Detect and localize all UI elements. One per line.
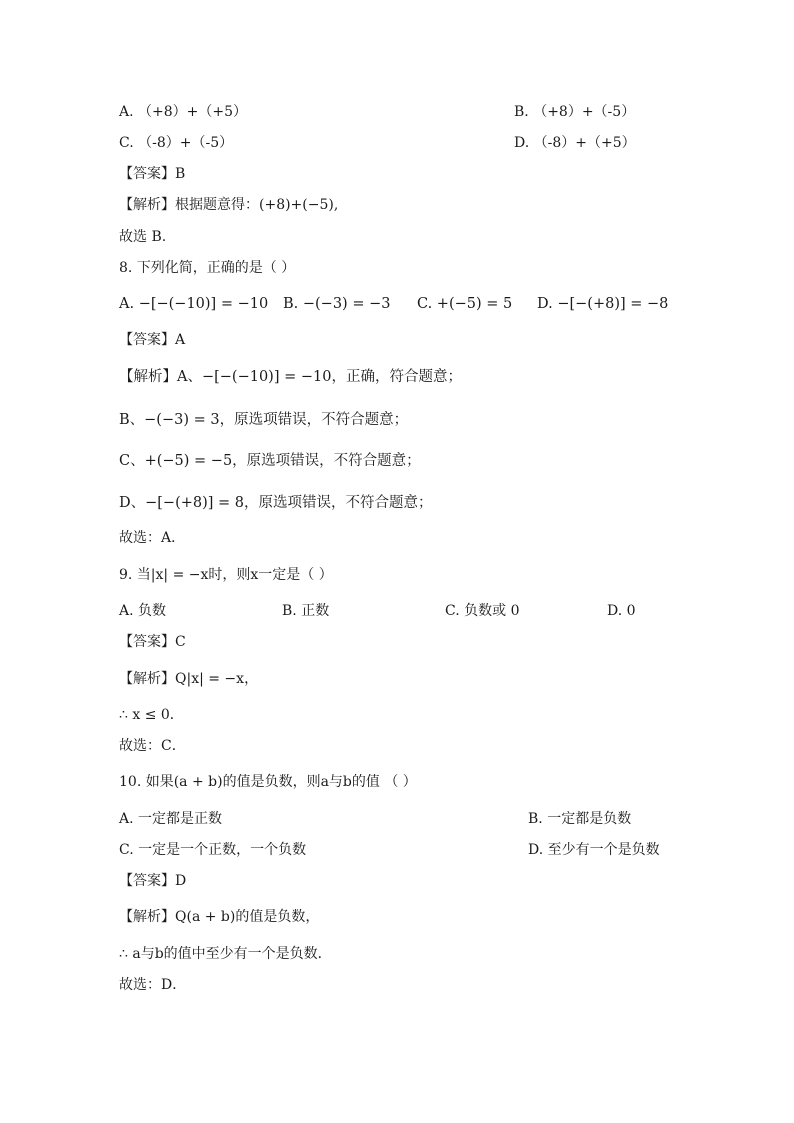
q8-stem: 8. 下列化简，正确的是（ ） xyxy=(119,260,296,276)
q8-option-d: D. −[−(+8)] = −8 xyxy=(537,296,669,312)
q10-conclusion: 故选：D． xyxy=(119,977,187,993)
q8-option-b: B. −(−3) = −3 xyxy=(283,296,391,312)
q10-option-c: C. 一定是一个正数，一个负数 xyxy=(119,842,307,858)
q10-stem: 10. 如果(a + b)的值是负数，则a与b的值 （ ） xyxy=(119,774,417,790)
q7-answer: 【答案】B xyxy=(119,166,186,182)
q7-analysis: 【解析】根据题意得：(+8)+(−5), xyxy=(119,197,339,213)
q9-option-b: B. 正数 xyxy=(282,603,330,619)
q10-option-a: A. 一定都是正数 xyxy=(119,811,223,827)
q10-option-d: D. 至少有一个是负数 xyxy=(528,842,660,858)
q8-analysis-c: C、+(−5) = −5，原选项错误，不符合题意； xyxy=(119,453,421,469)
q9-conclusion: 故选：C． xyxy=(119,738,186,754)
q7-option-c: C. （-8）+（-5） xyxy=(119,135,234,151)
q8-option-c: C. +(−5) = 5 xyxy=(417,296,513,312)
q8-answer: 【答案】A xyxy=(119,332,186,348)
q7-option-b: B. （+8）+（-5） xyxy=(514,104,636,120)
q9-analysis: 【解析】Q|x| = −x， xyxy=(119,671,259,687)
q7-option-d: D. （-8）+（+5） xyxy=(514,135,636,151)
q10-step: ∴ a与b的值中至少有一个是负数． xyxy=(119,946,332,962)
q8-analysis-d: D、−[−(+8)] = 8，原选项错误，不符合题意； xyxy=(119,495,433,511)
q10-answer: 【答案】D xyxy=(119,873,187,889)
q9-option-c: C. 负数或 0 xyxy=(445,603,520,619)
q8-option-a: A. −[−(−10)] = −10 xyxy=(119,296,269,312)
q8-analysis-b: B、−(−3) = 3，原选项错误，不符合题意； xyxy=(119,412,409,428)
q8-conclusion: 故选：A． xyxy=(119,530,186,546)
q9-answer: 【答案】C xyxy=(119,634,186,650)
q8-analysis-a: 【解析】A、−[−(−10)] = −10，正确，符合题意； xyxy=(119,369,462,385)
q9-step: ∴ x ≤ 0． xyxy=(119,707,184,723)
q9-stem: 9. 当|x| = −x时，则x一定是（ ） xyxy=(119,567,333,583)
q7-conclusion: 故选 B. xyxy=(119,229,167,245)
q7-option-a: A. （+8）+（+5） xyxy=(119,104,248,120)
q9-option-a: A. 负数 xyxy=(119,603,167,619)
q10-option-b: B. 一定都是负数 xyxy=(528,811,632,827)
q9-option-d: D. 0 xyxy=(607,603,636,619)
q10-analysis: 【解析】Q(a + b)的值是负数， xyxy=(119,909,320,925)
